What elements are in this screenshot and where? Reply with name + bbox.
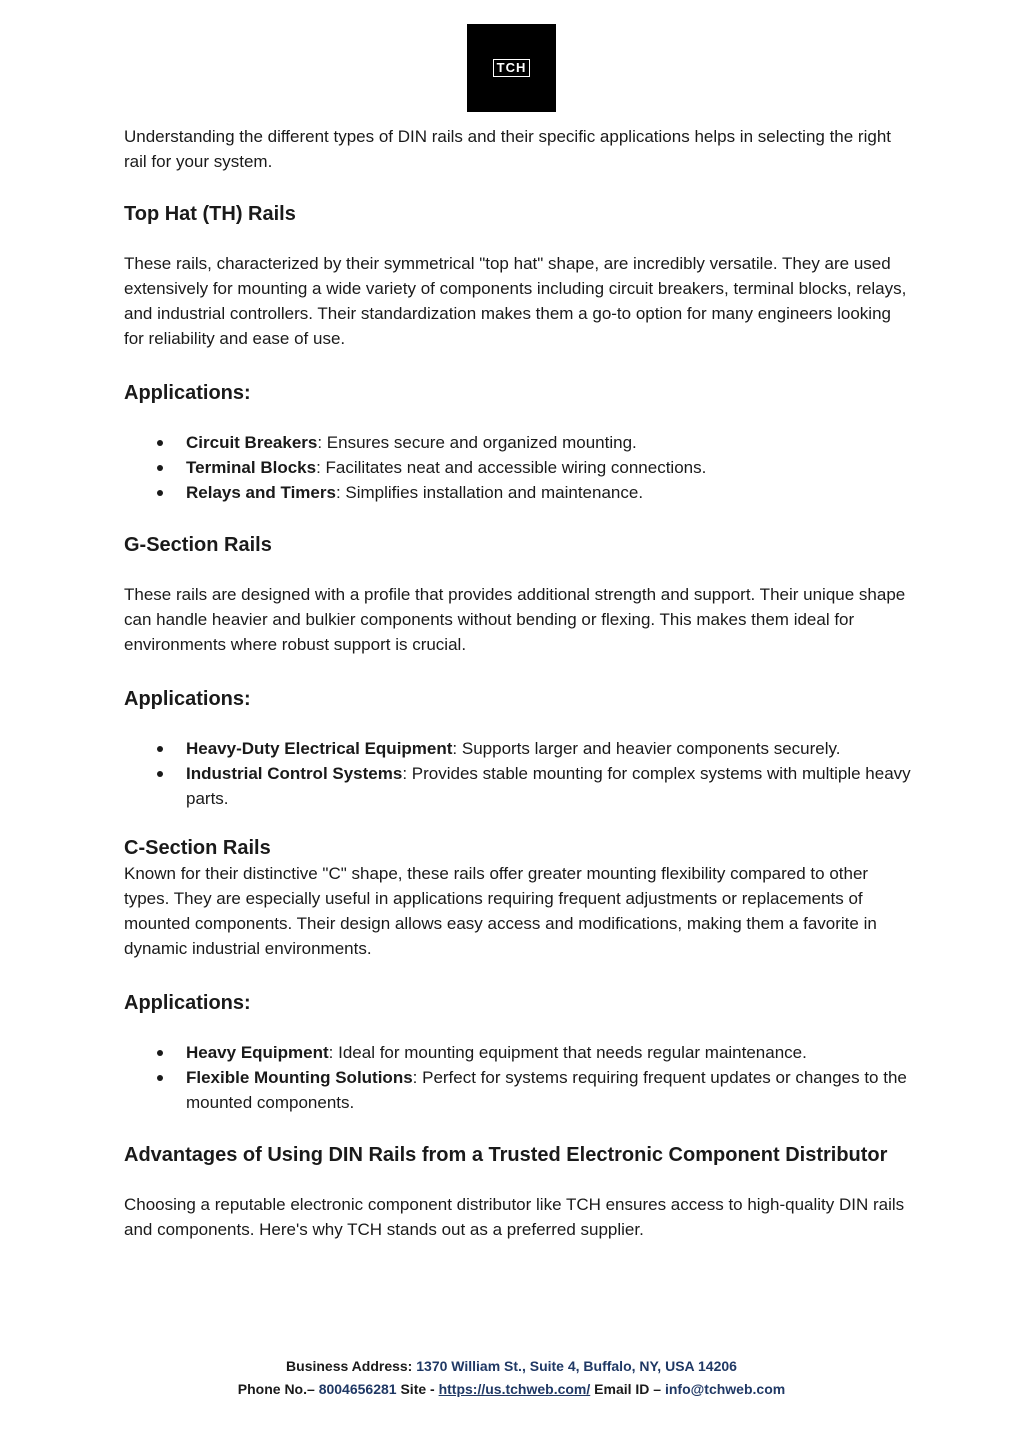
list-item xyxy=(186,761,914,811)
applications-heading: Applications: xyxy=(124,992,251,1014)
list-item xyxy=(186,455,914,480)
list-item-term: Terminal Blocks xyxy=(186,458,317,477)
footer-address-line xyxy=(0,1355,1023,1378)
list-item-term: Relays and Timers xyxy=(186,483,336,502)
email-label: Email ID – xyxy=(590,1381,665,1397)
list-item-desc: : Supports larger and heavier components securely. xyxy=(452,739,841,758)
applications-heading: Applications: xyxy=(124,382,251,404)
phone-separator: .– xyxy=(303,1381,319,1397)
phone-value: 8004656281 xyxy=(318,1381,397,1397)
list-item-desc: : Perfect for systems requiring frequent updates or changes to the mounted components. xyxy=(186,1068,907,1112)
section-heading-g-section: G-Section Rails xyxy=(124,534,272,556)
applications-list xyxy=(124,736,914,811)
site-link[interactable]: https://us.tchweb.com/ xyxy=(438,1381,591,1397)
site-label: Site - xyxy=(396,1381,439,1397)
document-body xyxy=(124,124,914,1242)
list-item xyxy=(186,430,914,455)
list-item-term: Flexible Mounting Solutions xyxy=(186,1068,413,1087)
list-item xyxy=(186,480,914,505)
section-body-g-section: These rails are designed with a profile that provides additional strength and support. Their unique shape can handle heavier and bulkier components without bending or flexing. This makes them ideal for environments where robust support is crucial. xyxy=(124,585,906,654)
list-item-term: Industrial Control Systems xyxy=(186,764,403,783)
logo-text: TCH xyxy=(493,59,531,77)
section-heading-top-hat: Top Hat (TH) Rails xyxy=(124,203,296,225)
intro-paragraph: Understanding the different types of DIN rails and their specific applications helps in selecting the right rail for your system. xyxy=(124,127,892,171)
advantages-heading: Advantages of Using DIN Rails from a Trusted Electronic Component Distributor xyxy=(124,1144,888,1166)
section-heading-c-section: C-Section Rails xyxy=(124,837,271,859)
list-item-desc: : Ideal for mounting equipment that needs regular maintenance. xyxy=(328,1043,807,1062)
list-item-desc: : Ensures secure and organized mounting. xyxy=(317,433,637,452)
address-value: 1370 William St., Suite 4, Buffalo, NY, USA 14206 xyxy=(416,1358,737,1374)
page-footer xyxy=(0,1355,1023,1401)
list-item-term: Circuit Breakers xyxy=(186,433,318,452)
list-item xyxy=(186,736,914,761)
tch-logo xyxy=(467,24,556,112)
applications-heading: Applications: xyxy=(124,688,251,710)
list-item xyxy=(186,1040,914,1065)
list-item-desc: : Facilitates neat and accessible wiring connections. xyxy=(316,458,707,477)
list-item-term: Heavy-Duty Electrical Equipment xyxy=(186,739,453,758)
applications-list xyxy=(124,430,914,505)
footer-contact-line xyxy=(0,1378,1023,1401)
email-value: info@tchweb.com xyxy=(664,1381,786,1397)
section-body-c-section: Known for their distinctive "C" shape, these rails offer greater mounting flexibility compared to other types. They are especially useful in applications requiring frequent adjustments or replacements of mounted components. Their design allows easy access and modifications, making them a favorite in dynamic industrial environments. xyxy=(124,864,877,958)
list-item-term: Heavy Equipment xyxy=(186,1043,329,1062)
applications-list xyxy=(124,1040,914,1115)
section-body-top-hat: These rails, characterized by their symmetrical "top hat" shape, are incredibly versatile. They are used extensively for mounting a wide variety of components including circuit breakers, terminal blocks, relays, and industrial controllers. Their standardization makes them a go-to option for many engineers looking for reliability and ease of use. xyxy=(124,254,907,348)
advantages-body: Choosing a reputable electronic component distributor like TCH ensures access to high-quality DIN rails and components. Here's why TCH stands out as a preferred supplier. xyxy=(124,1195,905,1239)
list-item xyxy=(186,1065,914,1115)
list-item-desc: : Simplifies installation and maintenance. xyxy=(335,483,644,502)
address-label: Business Address: xyxy=(286,1358,417,1374)
list-item-desc: : Provides stable mounting for complex systems with multiple heavy parts. xyxy=(186,764,911,808)
phone-label: Phone No xyxy=(237,1381,304,1397)
